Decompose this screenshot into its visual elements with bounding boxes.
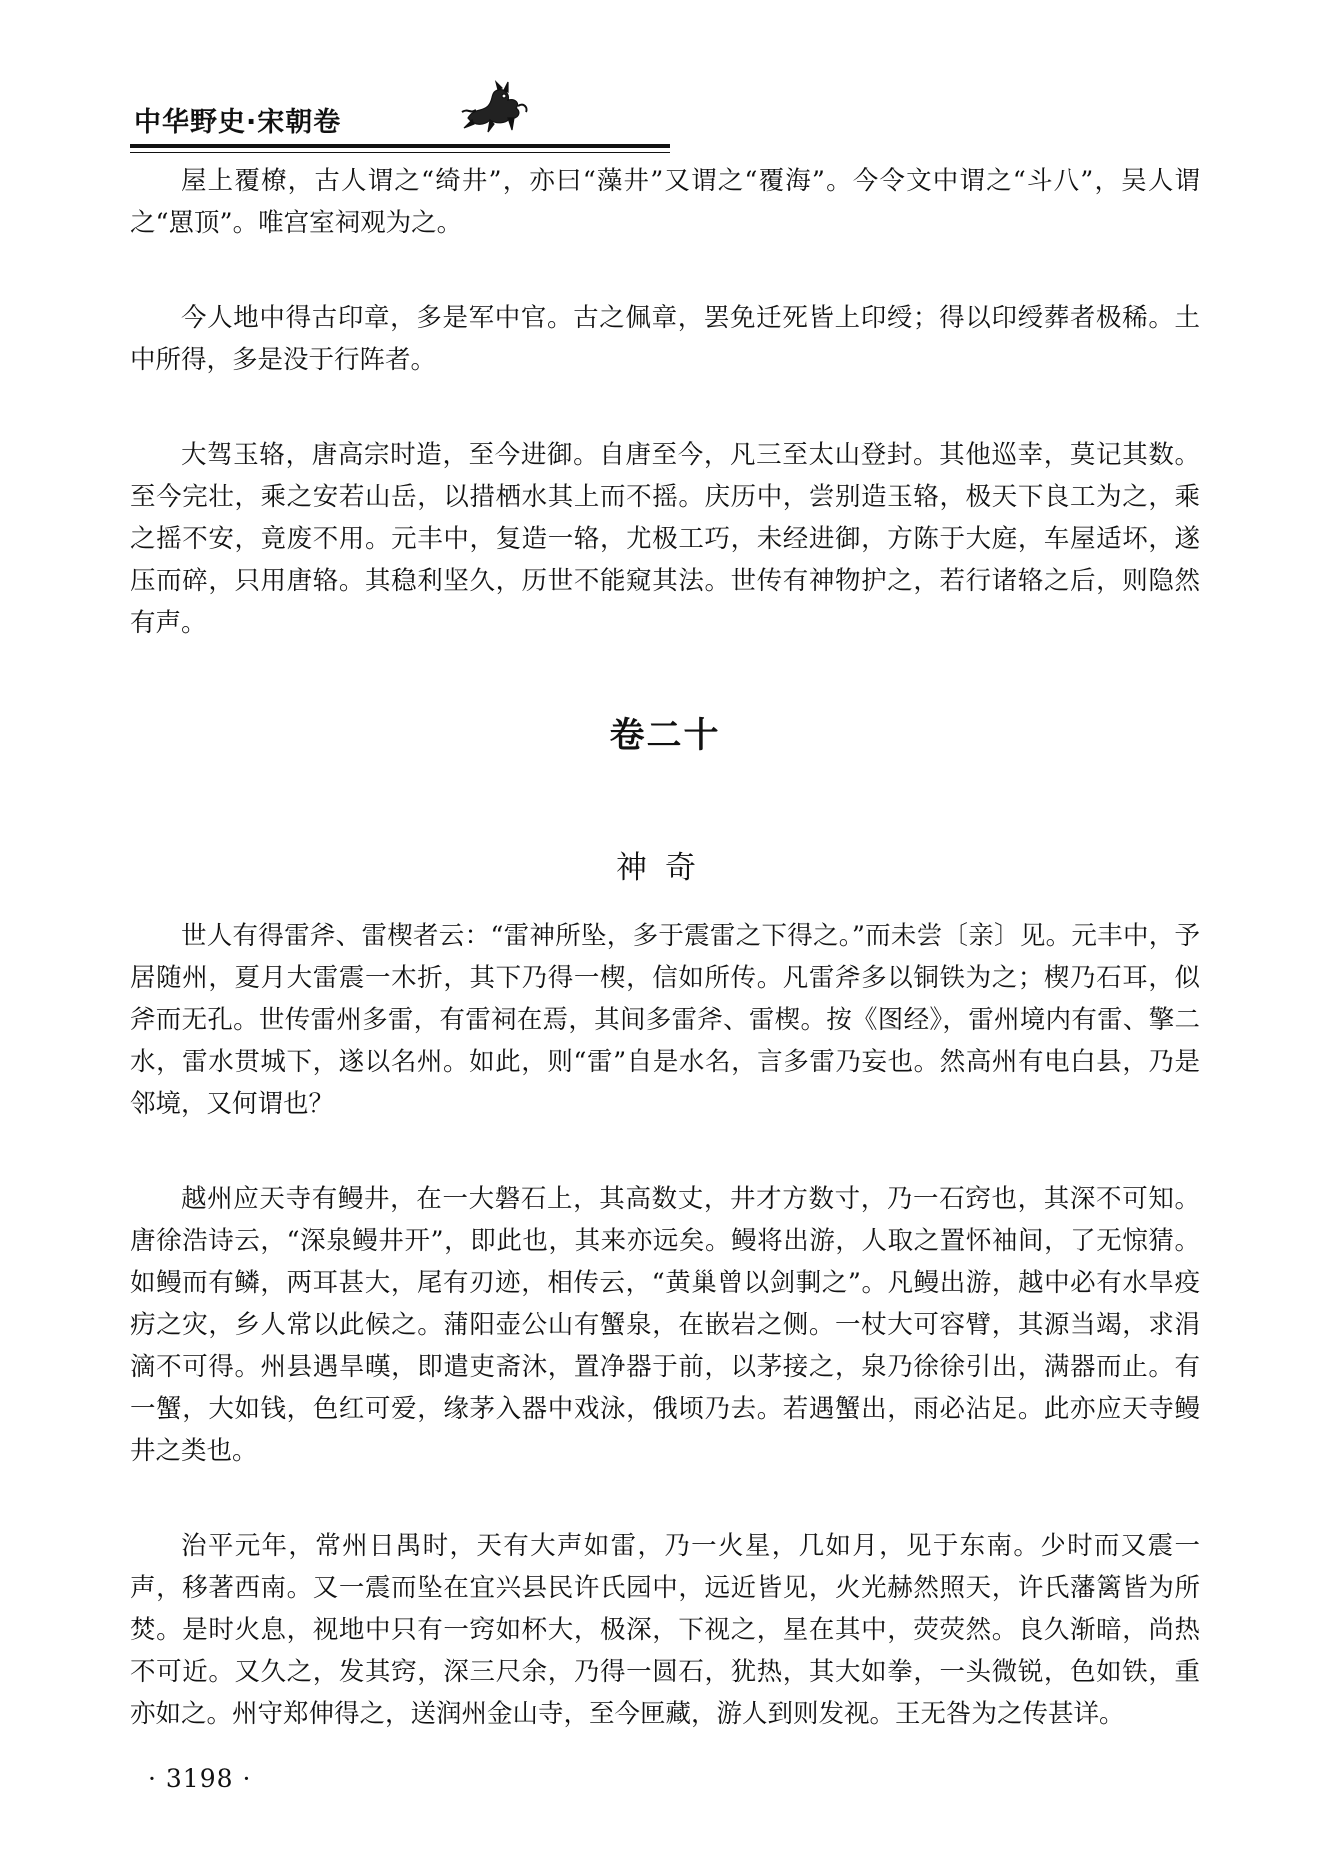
running-header xyxy=(130,72,1210,152)
header-rule xyxy=(130,144,670,148)
paragraph: 屋上覆橑，古人谓之“绮井”，亦曰“藻井”又谓之“覆海”。今令文中谓之“斗八”，吴人谓之“罳顶”。唯宫室祠观为之。 xyxy=(130,166,1200,238)
header-rule-thin xyxy=(130,152,670,153)
paragraph: 越州应天寺有鳗井，在一大磐石上，其高数丈，井才方数寸，乃一石窍也，其深不可知。唐徐浩诗云，“深泉鳗井开”，即此也，其来亦远矣。鳗将出游，人取之置怀袖间，了无惊猜。如鳗而有鳞，两耳甚大，尾有刃迹，相传云，“黄巢曾以剑剚之”。凡鳗出游，越中必有水旱疫疠之灾，乡人常以此候之。蒲阳壶公山有蟹泉，在嵌岩之侧。一杖大可容臂，其源当竭，求涓滴不可得。州县遇旱暵，即遣吏斋沐，置净器于前，以茅接之，泉乃徐徐引出，满器而止。有一蟹，大如钱，色红可爱，缘茅入器中戏泳，俄顷乃去。若遇蟹出，雨必沾足。此亦应天寺鳗井之类也。 xyxy=(130,1184,1200,1466)
section-title: 神奇 xyxy=(616,850,714,886)
paragraph: 今人地中得古印章，多是军中官。古之佩章，罢免迁死皆上印绶；得以印绶葬者极稀。土中所得，多是没于行阵者。 xyxy=(130,303,1200,375)
page-number: · 3198 · xyxy=(148,1764,252,1793)
volume-title: 卷二十 xyxy=(609,716,721,756)
dragon-ornament-icon xyxy=(460,78,530,134)
book-title: 中华野史·宋朝卷 xyxy=(134,107,342,138)
page-body xyxy=(130,160,1200,1788)
paragraph: 世人有得雷斧、雷楔者云：“雷神所坠，多于震雷之下得之。”而未尝〔亲〕见。元丰中，予居随州，夏月大雷震一木折，其下乃得一楔，信如所传。凡雷斧多以铜铁为之；楔乃石耳，似斧而无孔。世传雷州多雷，有雷祠在焉，其间多雷斧、雷楔。按《图经》，雷州境内有雷、擎二水，雷水贯城下，遂以名州。如此，则“雷”自是水名，言多雷乃妄也。然高州有电白县，乃是邻境，又何谓也？ xyxy=(130,921,1200,1119)
paragraph: 治平元年，常州日禺时，天有大声如雷，乃一火星，几如月，见于东南。少时而又震一声，移著西南。又一震而坠在宜兴县民许氏园中，远近皆见，火光赫然照天，许氏藩篱皆为所焚。是时火息，视地中只有一窍如杯大，极深，下视之，星在其中，荧荧然。良久渐暗，尚热不可近。又久之，发其窍，深三尺余，乃得一圆石，犹热，其大如拳，一头微锐，色如铁，重亦如之。州守郑伸得之，送润州金山寺，至今匣藏，游人到则发视。王无咎为之传甚详。 xyxy=(130,1531,1200,1729)
paragraph: 大驾玉辂，唐高宗时造，至今进御。自唐至今，凡三至太山登封。其他巡幸，莫记其数。至今完壮，乘之安若山岳，以措栖水其上而不摇。庆历中，尝别造玉辂，极天下良工为之，乘之摇不安，竟废不用。元丰中，复造一辂，尤极工巧，未经进御，方陈于大庭，车屋适坏，遂压而碎，只用唐辂。其稳利坚久，历世不能窥其法。世传有神物护之，若行诸辂之后，则隐然有声。 xyxy=(130,440,1200,638)
